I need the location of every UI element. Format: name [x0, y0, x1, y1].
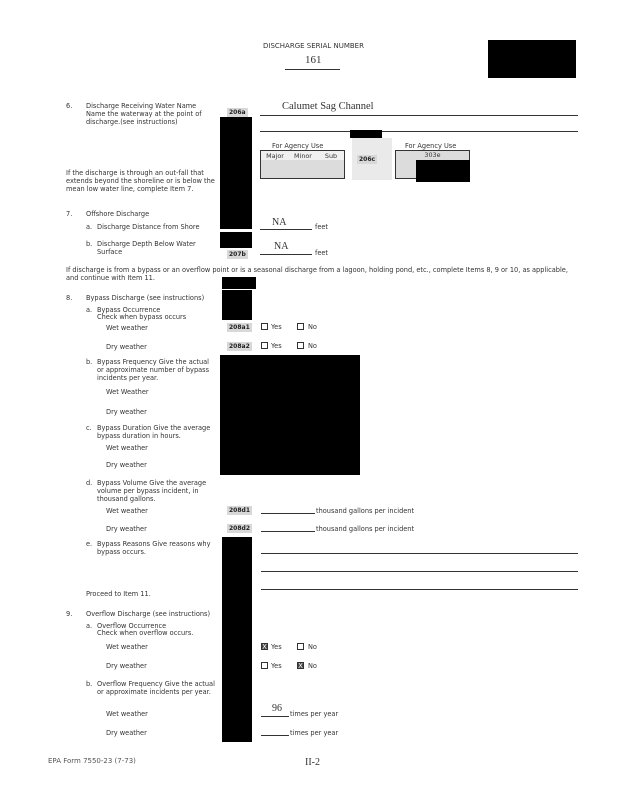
redaction-block	[222, 290, 252, 320]
item8d-title-desc	[97, 479, 225, 503]
code-208a2: 208a2	[229, 343, 250, 350]
item8e-title-desc	[97, 540, 217, 556]
item8b-title: Bypass Frequency	[97, 358, 157, 366]
item8c-label: c.	[86, 424, 92, 432]
discharge-serial-label: DISCHARGE SERIAL NUMBER	[263, 42, 364, 50]
redaction-block	[350, 130, 382, 138]
item9a-wet: Wet weather	[106, 643, 148, 651]
overflow-wet-no-checkbox[interactable]	[297, 643, 304, 650]
bypass-volume-wet-unit: thousand gallons per incident	[316, 507, 415, 515]
item6-title: Discharge Receiving Water Name	[86, 102, 197, 110]
item8-title: Bypass Discharge (see instructions)	[86, 294, 205, 302]
item9a-title: Overflow Occurrence	[97, 622, 167, 630]
outfall-note: If the discharge is through an out-fall that extends beyond the shoreline or is below the mean low water line, complete Item 7.	[66, 169, 215, 193]
bypass-dry-no-checkbox[interactable]	[297, 342, 304, 349]
item7a-line	[260, 229, 312, 230]
redaction-block	[488, 40, 576, 78]
item6-code: 206a	[229, 109, 246, 116]
item7b-code: 207b	[229, 251, 246, 258]
bypass-volume-dry-unit: thousand gallons per incident	[316, 525, 415, 533]
item8d-title: Bypass Volume	[97, 479, 148, 487]
item8-number: 8.	[66, 294, 73, 302]
redaction-block	[220, 232, 252, 248]
agency-grid	[261, 160, 344, 178]
overflow-wet-no-label: No	[308, 643, 317, 651]
item9b-title: Overflow Frequency	[97, 680, 163, 688]
overflow-wet-frequency-unit: times per year	[290, 710, 339, 718]
bypass-note: If discharge is from a bypass or an overflow point or is a seasonal discharge from a lagoon, holding pond, etc., complete Items 8, 9 or 10, as applicable, and continue with Item 11.	[66, 266, 568, 282]
item8b-title-desc	[97, 358, 217, 382]
item8e-title: Bypass Reasons	[97, 540, 151, 548]
item6-code-c: 206c	[359, 156, 376, 163]
agency-col-minor: Minor	[294, 152, 312, 160]
code-208d1: 208d1	[229, 507, 250, 514]
redaction-block	[222, 537, 252, 742]
bypass-wet-no-checkbox[interactable]	[297, 323, 304, 330]
item9b-desc: Give the actual or approximate incidents per year.	[97, 680, 215, 696]
bypass-wet-no-label: No	[308, 323, 317, 331]
item8c-dry: Dry weather	[106, 461, 147, 469]
item7-title: Offshore Discharge	[86, 210, 150, 218]
agency-value2: 303e	[424, 151, 441, 159]
bypass-volume-dry-line	[261, 531, 315, 532]
item7a-label: a.	[86, 223, 93, 231]
agency-use-label: For Agency Use	[272, 142, 324, 150]
overflow-dry-frequency-unit: times per year	[290, 729, 339, 737]
page-number: II-2	[305, 757, 320, 768]
bypass-volume-wet-line	[261, 513, 315, 514]
form-id: EPA Form 7550-23 (7-73)	[48, 757, 136, 765]
item9b-title-desc	[97, 680, 217, 696]
code-208a1: 208a1	[229, 324, 250, 331]
item7b-value: NA	[274, 241, 289, 252]
item7b-unit: feet	[315, 249, 329, 257]
bypass-reasons-line3	[261, 589, 578, 590]
item8a-dry: Dry weather	[106, 343, 147, 351]
item8b-label: b.	[86, 358, 93, 366]
item7a-value: NA	[272, 217, 287, 228]
item8a-desc: Check when bypass occurs	[97, 313, 187, 321]
code-208d2: 208d2	[229, 525, 250, 532]
bypass-dry-yes-label: Yes	[271, 342, 282, 350]
item7-number: 7.	[66, 210, 73, 218]
item8b-desc: Give the actual or approximate number of bypass incidents per year.	[97, 358, 210, 382]
agency-col-major: Major	[266, 152, 284, 160]
item8b-dry: Dry weather	[106, 408, 147, 416]
item6-desc: Name the waterway at the point of discharge.(see instructions)	[86, 110, 202, 126]
item7b-text: Discharge Depth Below Water Surface	[97, 240, 196, 256]
receiving-water-line2	[260, 131, 578, 132]
item9b-wet: Wet weather	[106, 710, 148, 718]
receiving-water-line	[260, 115, 578, 116]
overflow-dry-yes-checkbox[interactable]	[261, 662, 268, 669]
item8d-dry: Dry weather	[106, 525, 147, 533]
item8e-desc: Give reasons why bypass occurs.	[97, 540, 211, 556]
redaction-block	[220, 355, 360, 475]
redaction-block	[222, 277, 256, 289]
item7a-text: Discharge Distance from Shore	[97, 223, 200, 231]
bypass-reasons-line2	[261, 571, 578, 572]
item7b-label: b.	[86, 240, 93, 248]
item9a-label: a.	[86, 622, 93, 630]
serial-underline	[285, 69, 340, 70]
item7a-unit: feet	[315, 223, 329, 231]
agency-col-sub: Sub	[324, 152, 338, 160]
item8d-wet: Wet weather	[106, 507, 148, 515]
bypass-dry-no-label: No	[308, 342, 317, 350]
item6-number: 6.	[66, 102, 73, 110]
item8a-label: a.	[86, 306, 93, 314]
item8a-wet: Wet weather	[106, 324, 148, 332]
item8c-title-desc	[97, 424, 217, 440]
overflow-wet-yes-label: Yes	[271, 643, 282, 651]
receiving-water-value: Calumet Sag Channel	[282, 101, 374, 112]
bypass-wet-yes-label: Yes	[271, 323, 282, 331]
item8-proceed: Proceed to Item 11.	[86, 590, 151, 598]
bypass-dry-yes-checkbox[interactable]	[261, 342, 268, 349]
redaction-block	[416, 160, 470, 182]
overflow-dry-frequency-line	[261, 735, 289, 736]
agency-use-label2: For Agency Use	[405, 142, 457, 150]
item8b-wet: Wet Weather	[106, 388, 149, 396]
item8d-desc: Give the average volume per bypass incident, in thousand gallons.	[97, 479, 207, 503]
item8c-desc: Give the average bypass duration in hours.	[97, 424, 211, 440]
item8a-title: Bypass Occurrence	[97, 306, 161, 314]
item7b-line	[260, 254, 312, 255]
overflow-dry-no-label: No	[308, 662, 317, 670]
item9-title: Overflow Discharge (see instructions)	[86, 610, 211, 618]
item9b-dry: Dry weather	[106, 729, 147, 737]
overflow-wet-frequency-line	[261, 716, 289, 717]
item9-number: 9.	[66, 610, 73, 618]
item9a-desc: Check when overflow occurs.	[97, 629, 194, 637]
item8d-label: d.	[86, 479, 93, 487]
discharge-serial-value: 161	[305, 54, 322, 66]
bypass-reasons-line1	[261, 553, 578, 554]
overflow-dry-no-checkbox[interactable]: X	[298, 662, 303, 670]
item8c-wet: Wet weather	[106, 444, 148, 452]
item8e-label: e.	[86, 540, 93, 548]
item8c-title: Bypass Duration	[97, 424, 152, 432]
bypass-wet-yes-checkbox[interactable]	[261, 323, 268, 330]
overflow-wet-frequency-value: 96	[272, 703, 282, 714]
redaction-block	[220, 117, 252, 229]
item9b-label: b.	[86, 680, 93, 688]
overflow-wet-yes-checkbox[interactable]: X	[262, 643, 267, 651]
item9a-dry: Dry weather	[106, 662, 147, 670]
overflow-dry-yes-label: Yes	[271, 662, 282, 670]
